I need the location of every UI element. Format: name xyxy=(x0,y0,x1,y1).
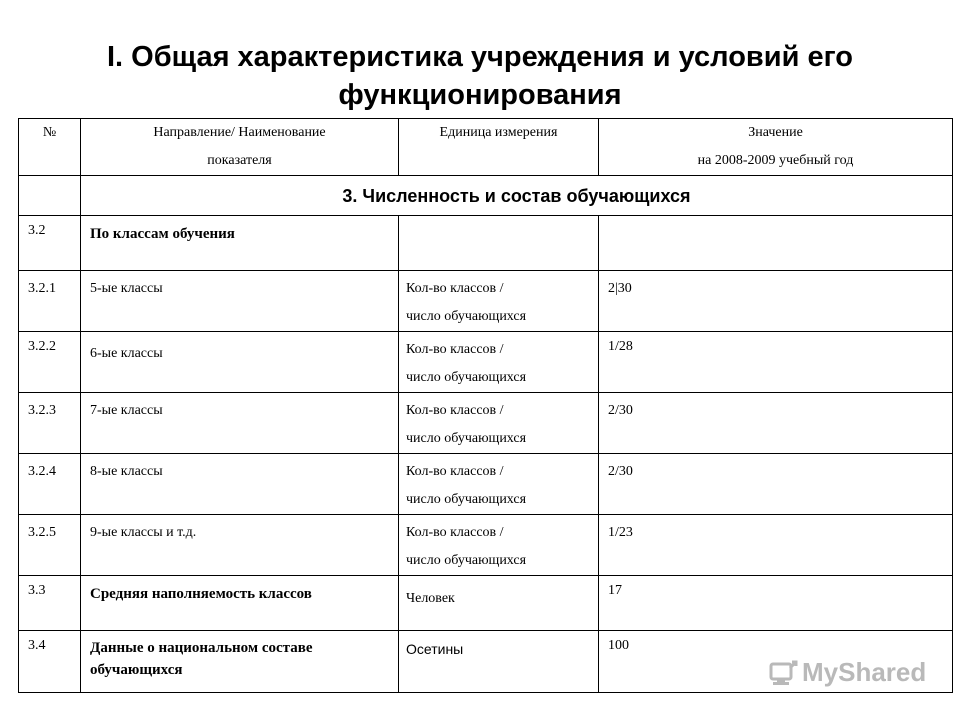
row-unit-line2: число обучающихся xyxy=(406,370,527,385)
header-unit: Единица измерения xyxy=(399,119,599,176)
row-unit xyxy=(399,393,599,454)
row-name: Средняя наполняемость классов xyxy=(81,576,399,631)
row-name: 8-ые классы xyxy=(81,454,399,515)
row-unit xyxy=(399,332,599,393)
row-unit-line2: число обучающихся xyxy=(406,309,527,324)
row-unit-line1: Кол-во классов / xyxy=(406,281,504,296)
header-name-line2: показателя xyxy=(207,153,272,168)
row-num: 3.4 xyxy=(19,631,81,693)
row-value: 2/30 xyxy=(599,454,953,515)
table-row xyxy=(19,454,953,515)
row-value: 1/23 xyxy=(599,515,953,576)
row-unit-line2: число обучающихся xyxy=(406,431,527,446)
watermark-text: MyShared xyxy=(802,657,927,687)
row-num: 3.3 xyxy=(19,576,81,631)
header-num: № xyxy=(19,119,81,176)
row-value: 2|30 xyxy=(599,271,953,332)
section-row xyxy=(19,176,953,216)
table-row xyxy=(19,576,953,631)
row-unit-line2: число обучающихся xyxy=(406,553,527,568)
page-title-line2: функционирования xyxy=(338,79,622,111)
row-name: 9-ые классы и т.д. xyxy=(81,515,399,576)
header-name xyxy=(81,119,399,176)
table-header-row xyxy=(19,119,953,176)
row-num: 3.2.3 xyxy=(19,393,81,454)
row-unit xyxy=(399,216,599,271)
row-num: 3.2.1 xyxy=(19,271,81,332)
table-row xyxy=(19,515,953,576)
table-row xyxy=(19,271,953,332)
row-unit-line2: число обучающихся xyxy=(406,492,527,507)
page-title-line1: I. Общая характеристика учреждения и условий его xyxy=(106,41,853,73)
indicators-table xyxy=(18,118,953,693)
table-row xyxy=(19,216,953,271)
row-unit-line1: Кол-во классов / xyxy=(406,403,504,418)
row-num: 3.2 xyxy=(19,216,81,271)
header-value-line2: на 2008-2009 учебный год xyxy=(697,153,854,168)
row-num: 3.2.4 xyxy=(19,454,81,515)
header-name-line1: Направление/ Наименование xyxy=(153,125,326,140)
row-name: 6-ые классы xyxy=(81,332,399,393)
row-unit-line1: Кол-во классов / xyxy=(406,464,504,479)
row-name-line2: обучающихся xyxy=(90,662,183,678)
row-value: 2/30 xyxy=(599,393,953,454)
row-unit xyxy=(399,454,599,515)
row-unit: Осетины xyxy=(399,631,599,693)
row-value: 1/28 xyxy=(599,332,953,393)
row-value xyxy=(599,216,953,271)
row-value: 17 xyxy=(599,576,953,631)
header-value-line1: Значение xyxy=(748,125,803,140)
table-row xyxy=(19,332,953,393)
row-unit: Человек xyxy=(399,576,599,631)
header-value xyxy=(599,119,953,176)
row-name xyxy=(81,631,399,693)
row-num: 3.2.5 xyxy=(19,515,81,576)
row-name: 7-ые классы xyxy=(81,393,399,454)
row-name: По классам обучения xyxy=(81,216,399,271)
row-value: 100 xyxy=(599,631,953,693)
row-unit-line1: Кол-во классов / xyxy=(406,342,504,357)
row-name: 5-ые классы xyxy=(81,271,399,332)
row-name-line1: Данные о национальном составе xyxy=(90,640,313,656)
section-title: 3. Численность и состав обучающихся xyxy=(81,176,953,216)
row-unit xyxy=(399,515,599,576)
row-unit-line1: Кол-во классов / xyxy=(406,525,504,540)
row-num: 3.2.2 xyxy=(19,332,81,393)
table-row xyxy=(19,393,953,454)
myshared-logo-icon xyxy=(768,658,798,688)
watermark xyxy=(768,657,926,688)
row-unit xyxy=(399,271,599,332)
section-empty-cell xyxy=(19,176,81,216)
page-title xyxy=(40,38,920,114)
